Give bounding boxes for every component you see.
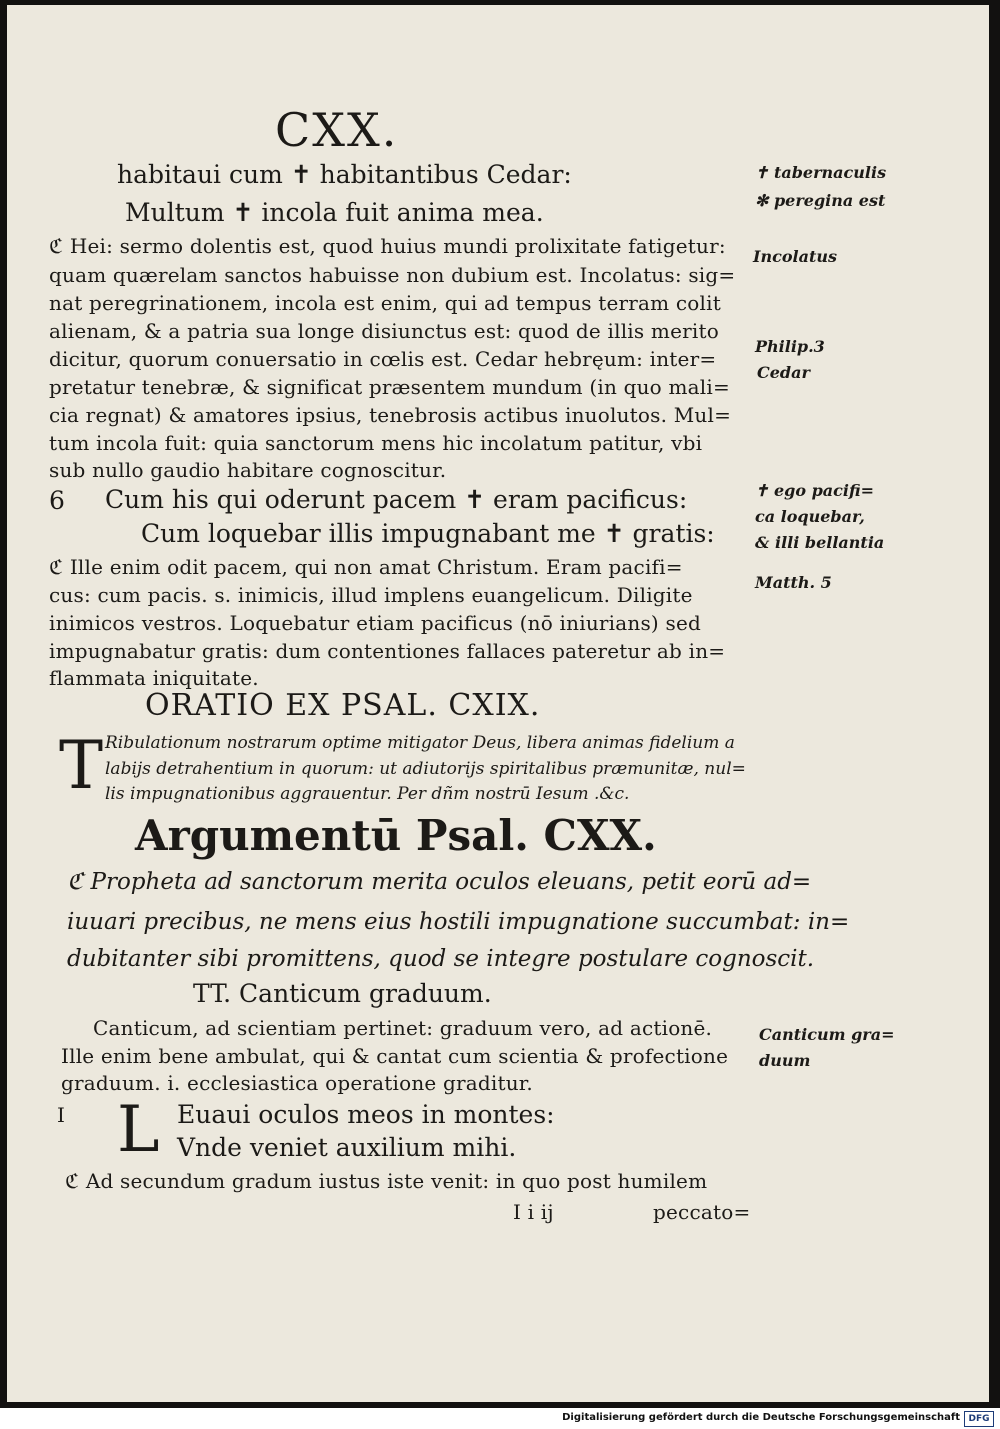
commentary-line: inimicos vestros. Loquebatur etiam pacificus (nō iniurians) sed — [49, 611, 701, 635]
verse-line: Cum loquebar illis impugnabant me ✝ gratis: — [141, 519, 715, 548]
signature-mark: I i ij — [513, 1200, 554, 1224]
commentary-line: ℭ Ille enim odit pacem, qui non amat Christum. Eram pacifi= — [49, 555, 683, 579]
commentary-line: quam quærelam sanctos habuisse non dubium est. Incolatus: sig= — [49, 263, 736, 287]
margin-note: ✝ tabernaculis — [755, 163, 887, 182]
prayer-line: lis impugnationibus aggrauentur. Per dñm nostrū Iesum .&c. — [105, 784, 630, 804]
book-page — [7, 5, 989, 1402]
oratio-heading: ORATIO EX PSAL. CXIX. — [145, 688, 541, 723]
commentary-line: nat peregrinationem, incola est enim, qui ad tempus terram colit — [49, 291, 721, 315]
margin-note: Canticum gra= — [759, 1025, 895, 1044]
title-line: TT. Canticum graduum. — [193, 979, 492, 1008]
margin-note: ca loquebar, — [755, 507, 865, 526]
commentary-line: impugnabatur gratis: dum contentiones fallaces pateretur ab in= — [49, 639, 726, 663]
argumentum-line: dubitanter sibi promittens, quod se integre postulare cognoscit. — [67, 946, 815, 972]
commentary-line: flammata iniquitate. — [49, 666, 259, 690]
commentary-line: ℭ Ad secundum gradum iustus iste venit: in quo post humilem — [65, 1169, 708, 1193]
commentary-line: alienam, & a patria sua longe disiunctus est: quod de illis merito — [49, 319, 719, 343]
catchword: peccato= — [653, 1200, 751, 1224]
commentary-line: dicitur, quorum conuersatio in cœlis est. Cedar hebręum: inter= — [49, 347, 717, 371]
margin-note: Matth. 5 — [755, 573, 832, 592]
commentary-line: Ille enim bene ambulat, qui & cantat cum scientia & profectione — [61, 1044, 729, 1068]
commentary-line: pretatur tenebræ, & significat præsentem mundum (in quo mali= — [49, 375, 730, 399]
commentary-line: cus: cum pacis. s. inimicis, illud implens euangelicum. Diligite — [49, 583, 693, 607]
digitization-footer — [0, 1408, 1000, 1429]
verse-number: 6 — [49, 486, 65, 515]
argumentum-line: iuuari precibus, ne mens eius hostili impugnatione succumbat: in= — [67, 909, 850, 935]
verse-line: Euaui oculos meos in montes: — [177, 1100, 555, 1129]
footer-text: Digitalisierung gefördert durch die Deutsche Forschungsgemeinschaft — [562, 1412, 960, 1423]
commentary-line: graduum. i. ecclesiastica operatione graditur. — [61, 1071, 533, 1095]
verse-line: Vnde veniet auxilium mihi. — [177, 1133, 517, 1162]
margin-note: & illi bellantia — [755, 533, 885, 552]
argumentum-heading: Argumentū Psal. CXX. — [135, 811, 657, 860]
commentary-line: cia regnat) & amatores ipsius, tenebrosis actibus inuolutos. Mul= — [49, 403, 732, 427]
commentary-line: sub nullo gaudio habitare cognoscitur. — [49, 458, 447, 482]
argumentum-line: ℭ Propheta ad sanctorum merita oculos eleuans, petit eorū ad= — [67, 869, 812, 895]
drop-cap-initial: L — [117, 1093, 160, 1167]
commentary-line: tum incola fuit: quia sanctorum mens hic incolatum patitur, vbi — [49, 431, 703, 455]
margin-note: ✻ peregina est — [755, 191, 886, 210]
margin-note: Cedar — [757, 363, 810, 382]
psalm-number: CXX. — [275, 103, 399, 157]
verse-number: I — [57, 1103, 65, 1127]
commentary-line: ℭ Hei: sermo dolentis est, quod huius mundi prolixitate fatigetur: — [49, 234, 726, 258]
margin-note: duum — [759, 1051, 811, 1070]
drop-cap-initial: T — [59, 727, 104, 804]
verse-line: habitaui cum ✝ habitantibus Cedar: — [117, 160, 572, 189]
margin-note: Philip.3 — [755, 337, 825, 356]
margin-note: Incolatus — [753, 247, 838, 266]
margin-note: ✝ ego pacifi= — [755, 481, 874, 500]
commentary-line: Canticum, ad scientiam pertinet: graduum vero, ad actionē. — [93, 1016, 713, 1040]
verse-line: Cum his qui oderunt pacem ✝ eram pacificus: — [105, 485, 688, 514]
prayer-line: labijs detrahentium in quorum: ut adiutorijs spiritalibus præmunitæ, nul= — [105, 759, 746, 779]
verse-line: Multum ✝ incola fuit anima mea. — [125, 198, 544, 227]
dfg-logo: DFG — [964, 1411, 994, 1427]
prayer-line: Ribulationum nostrarum optime mitigator Deus, libera animas fidelium a — [105, 733, 735, 753]
